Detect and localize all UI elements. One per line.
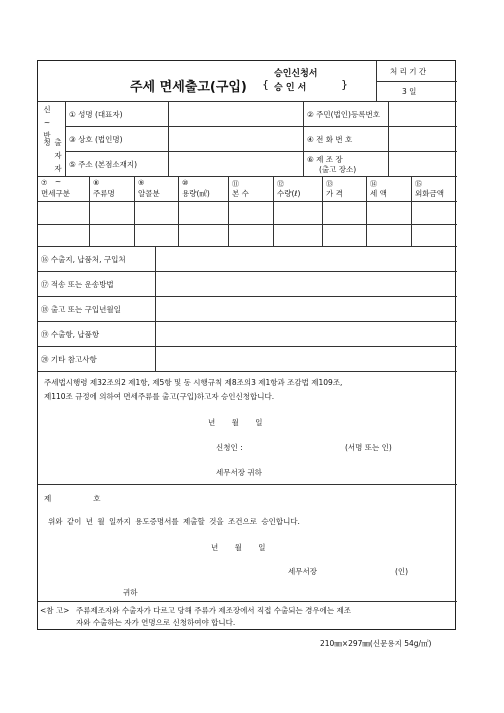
approval-chief: 세무서장 xyxy=(288,567,317,576)
note-line-1: 주류제조자와 수출자가 다르고 당해 주류가 제조장에서 직접 수출되는 경우에는 제조 xyxy=(76,606,352,615)
note-line-2: 자와 수출하는 자가 연명으로 신청하여야 합니다. xyxy=(76,618,236,627)
col-bottles: 본 수 xyxy=(232,189,249,198)
title-option-approval: 승 인 서 xyxy=(274,83,307,93)
field-address-label: ⑤ 주소 (본점소재지) xyxy=(69,160,138,169)
row-destination: ⑯ 수출지, 납품처, 구입처 xyxy=(41,255,126,264)
col-tax: 세 액 xyxy=(370,189,387,198)
row-release-date: ⑱ 출고 또는 구입년월일 xyxy=(41,305,121,314)
col-foreign-amount: 외화금액 xyxy=(415,189,444,198)
processing-period-value: 3 일 xyxy=(402,87,417,96)
applicant-signature-note: (서명 또는 인) xyxy=(345,443,392,452)
col-alcohol: 알콜분 xyxy=(138,189,160,198)
row-port: ⑲ 수출항, 납품항 xyxy=(41,330,100,339)
declaration-date: 년 월 일 xyxy=(208,418,263,427)
field-phone-label: ④ 전 화 번 호 xyxy=(307,135,353,144)
field-name-label: ① 성명 (대표자) xyxy=(69,110,123,119)
approval-addressee: 귀하 xyxy=(123,588,138,597)
field-company-label: ③ 상호 (법인명) xyxy=(69,135,123,144)
col-liquor-name: 주류명 xyxy=(93,189,115,198)
col-volume: 용량(㎖) xyxy=(182,189,210,198)
col-exemption-type: 면세구분 xyxy=(41,189,70,198)
title-brace-close: } xyxy=(341,78,348,91)
field-factory-sublabel: (출고 장소) xyxy=(319,165,357,174)
field-regno-label: ② 주민(법인)등록번호 xyxy=(307,110,380,119)
form-title: 주세 면세출고(구입) xyxy=(130,80,247,95)
col-quantity: 수량(ℓ) xyxy=(277,189,301,198)
approval-date: 년 월 일 xyxy=(211,543,266,552)
col-price: 가 격 xyxy=(326,189,343,198)
paper-spec: 210㎜×297㎜(신문용지 54g/㎡) xyxy=(320,639,432,648)
approval-seal: (인) xyxy=(395,567,409,576)
applicant-signature-label: 신청인 : xyxy=(216,443,243,452)
declaration-line-1: 주세법시행령 제32조의2 제1항, 제5항 및 동 시행규칙 제8조의3 제1항과 조감법 제109조, xyxy=(44,378,343,387)
note-label: <참 고> xyxy=(40,606,70,615)
field-factory-label: ⑥ 제 조 장 xyxy=(307,155,343,164)
row-remarks: ⑳ 기타 참고사항 xyxy=(41,355,97,364)
processing-period-label: 처 리 기 간 xyxy=(390,67,427,76)
approval-text: 위와 같이 년 월 일까지 용도증명서를 제출할 것을 조건으로 승인합니다. xyxy=(48,517,300,526)
row-transport: ⑰ 적송 또는 운송방법 xyxy=(41,280,114,289)
title-option-request: 승인신청서 xyxy=(274,69,318,79)
title-brace-open: { xyxy=(262,78,269,91)
approval-number: 제 호 xyxy=(44,494,101,503)
form-frame: 주세 면세출고(구입) { 승인신청서 승 인 서 } 처 리 기 간 3 일 신 ~ 반 청 출 자 자 ~ ① 성명 (대표자) ② 주민(법인)등록번호 ③ 상호 (법인명) ④ 전 화 번 호 ⑤ 주소 (본점소재지) ⑥ 제 조 장 (출고 장소) ⑦ 면세구분 ⑧ 주류명 ⑨ 알콜분 ⑩ 용량(㎖) ⑪ 본 수 ⑫ 수량(ℓ) ⑬ 가 격 ⑭ 세 액 ⑮ 외화금액 ⑯ 수출지, 납품처, 구입처 ⑰ 적송 또는 운송방법 ⑱ 출고 또는 구입년월일 ⑲ 수출항, 납품항 ⑳ 기타 참고사항 주세법시행령 제32조의2 제1항, 제5항 및 동 시행규칙 제8조의3 제1항과 조감법 제109조, 제110조 규정에 의하여 면세주류를 출고(구입)하고자 승인신청합니다. 년 월 일 신청인 : (서명 또는 인) 세무서장 귀하 제 호 위와 같이 년 월 일까지 용도증명서를 제출할 것을 조건으로 승인합니다. 년 월 일 세무서장 (인) 귀하 <참 고> 주류제조자와 수출자가 다르고 당해 주류가 제조장에서 직접 수출되는 경우에는 제조 자와 수출하는 자가 연명으로 신청하여야 합니다. xyxy=(37,60,456,630)
applicant-side-label: 신 ~ 반 xyxy=(43,105,51,140)
declaration-line-2: 제110조 규정에 의하여 면세주류를 출고(구입)하고자 승인신청합니다. xyxy=(44,392,275,401)
title-options xyxy=(274,67,317,95)
declaration-addressee: 세무서장 귀하 xyxy=(216,468,262,477)
